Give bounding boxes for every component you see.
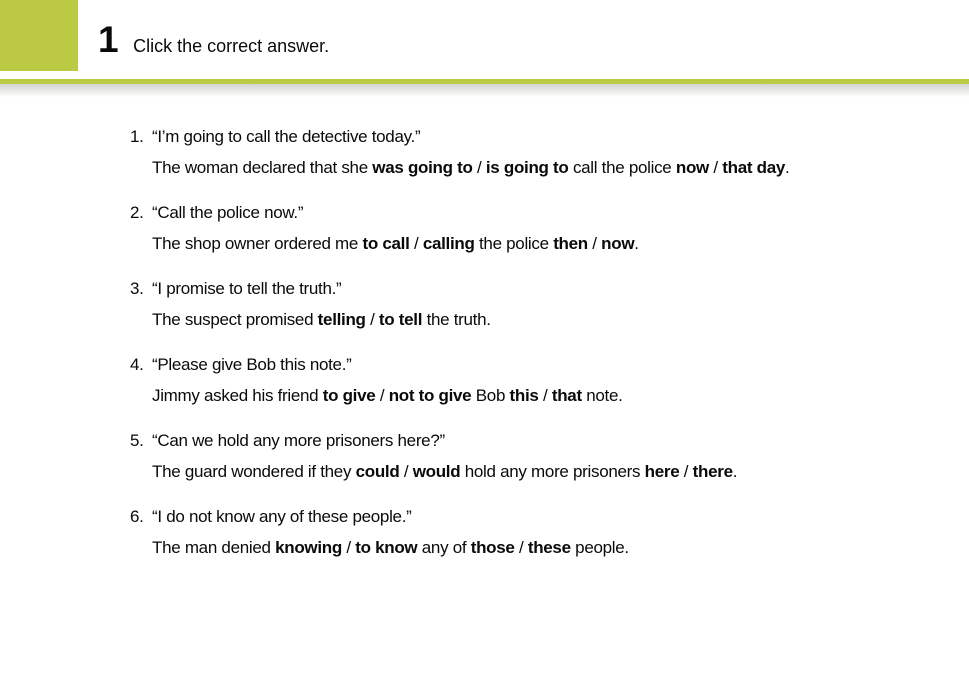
- answer-text: .: [634, 234, 639, 253]
- answer-option[interactable]: not to give: [388, 386, 472, 405]
- answer-option[interactable]: is going to: [485, 158, 569, 177]
- question-item: [0, 121, 969, 183]
- answer-text: /: [587, 234, 602, 253]
- question-quote: “Please give Bob this note.”: [152, 355, 352, 374]
- answer-text: The suspect promised: [152, 310, 318, 329]
- answer-option[interactable]: now: [601, 234, 635, 253]
- question-quote: “I do not know any of these people.”: [152, 507, 412, 526]
- answer-text: /: [708, 158, 723, 177]
- answer-option[interactable]: then: [553, 234, 588, 253]
- answer-option[interactable]: this: [509, 386, 539, 405]
- answer-text: /: [679, 462, 693, 481]
- instruction-text: Click the correct answer.: [133, 36, 330, 56]
- exercise-number: 1: [98, 19, 119, 60]
- question-list: [0, 121, 969, 577]
- question-number: 2.: [130, 203, 144, 222]
- answer-option[interactable]: telling: [317, 310, 366, 329]
- answer-option[interactable]: calling: [422, 234, 475, 253]
- answer-text: /: [365, 310, 379, 329]
- question-number: 6.: [130, 507, 144, 526]
- question-answer: [152, 152, 929, 183]
- answer-option[interactable]: was going to: [372, 158, 473, 177]
- question-answer: [152, 380, 929, 411]
- exercise-header: [98, 0, 329, 71]
- answer-text: /: [341, 538, 356, 557]
- answer-text: note.: [581, 386, 623, 405]
- answer-text: the police: [474, 234, 554, 253]
- question-number: 4.: [130, 355, 144, 374]
- answer-text: The guard wondered if they: [152, 462, 356, 481]
- question-item: [0, 349, 969, 411]
- answer-option[interactable]: these: [527, 538, 571, 557]
- question-quote: “I promise to tell the truth.”: [152, 279, 342, 298]
- answer-option[interactable]: that: [551, 386, 582, 405]
- answer-option[interactable]: here: [644, 462, 680, 481]
- answer-text: Bob: [471, 386, 510, 405]
- answer-text: any of: [417, 538, 471, 557]
- answer-option[interactable]: knowing: [275, 538, 342, 557]
- question-quote: “Call the police now.”: [152, 203, 304, 222]
- answer-option[interactable]: to call: [362, 234, 410, 253]
- answer-option[interactable]: could: [355, 462, 400, 481]
- accent-corner-square: [0, 0, 78, 71]
- answer-text: Jimmy asked his friend: [152, 386, 323, 405]
- answer-text: call the police: [568, 158, 676, 177]
- question-number: 5.: [130, 431, 144, 450]
- answer-text: /: [538, 386, 552, 405]
- answer-option[interactable]: to tell: [378, 310, 423, 329]
- answer-text: /: [514, 538, 528, 557]
- answer-text: /: [399, 462, 413, 481]
- question-quote: “Can we hold any more prisoners here?”: [152, 431, 445, 450]
- answer-text: /: [409, 234, 423, 253]
- answer-text: .: [785, 158, 790, 177]
- question-answer: [152, 304, 929, 335]
- answer-option[interactable]: those: [470, 538, 515, 557]
- answer-option[interactable]: that day: [722, 158, 786, 177]
- question-item: [0, 273, 969, 335]
- question-number: 1.: [130, 127, 144, 146]
- question-answer: [152, 532, 929, 563]
- header-divider-shadow: [0, 84, 969, 97]
- answer-option[interactable]: there: [692, 462, 733, 481]
- question-number: 3.: [130, 279, 144, 298]
- question-item: [0, 501, 969, 563]
- question-item: [0, 197, 969, 259]
- question-quote: “I’m going to call the detective today.”: [152, 127, 421, 146]
- answer-option[interactable]: to know: [355, 538, 418, 557]
- answer-option[interactable]: would: [412, 462, 461, 481]
- question-answer: [152, 228, 929, 259]
- answer-text: the truth.: [422, 310, 491, 329]
- answer-text: The woman declared that she: [152, 158, 373, 177]
- answer-text: /: [472, 158, 486, 177]
- answer-text: The shop owner ordered me: [152, 234, 363, 253]
- question-item: [0, 425, 969, 487]
- answer-option[interactable]: now: [675, 158, 709, 177]
- answer-text: people.: [570, 538, 629, 557]
- answer-text: hold any more prisoners: [460, 462, 645, 481]
- question-answer: [152, 456, 929, 487]
- answer-text: The man denied: [152, 538, 276, 557]
- answer-text: /: [375, 386, 389, 405]
- answer-text: .: [732, 462, 738, 481]
- answer-option[interactable]: to give: [322, 386, 376, 405]
